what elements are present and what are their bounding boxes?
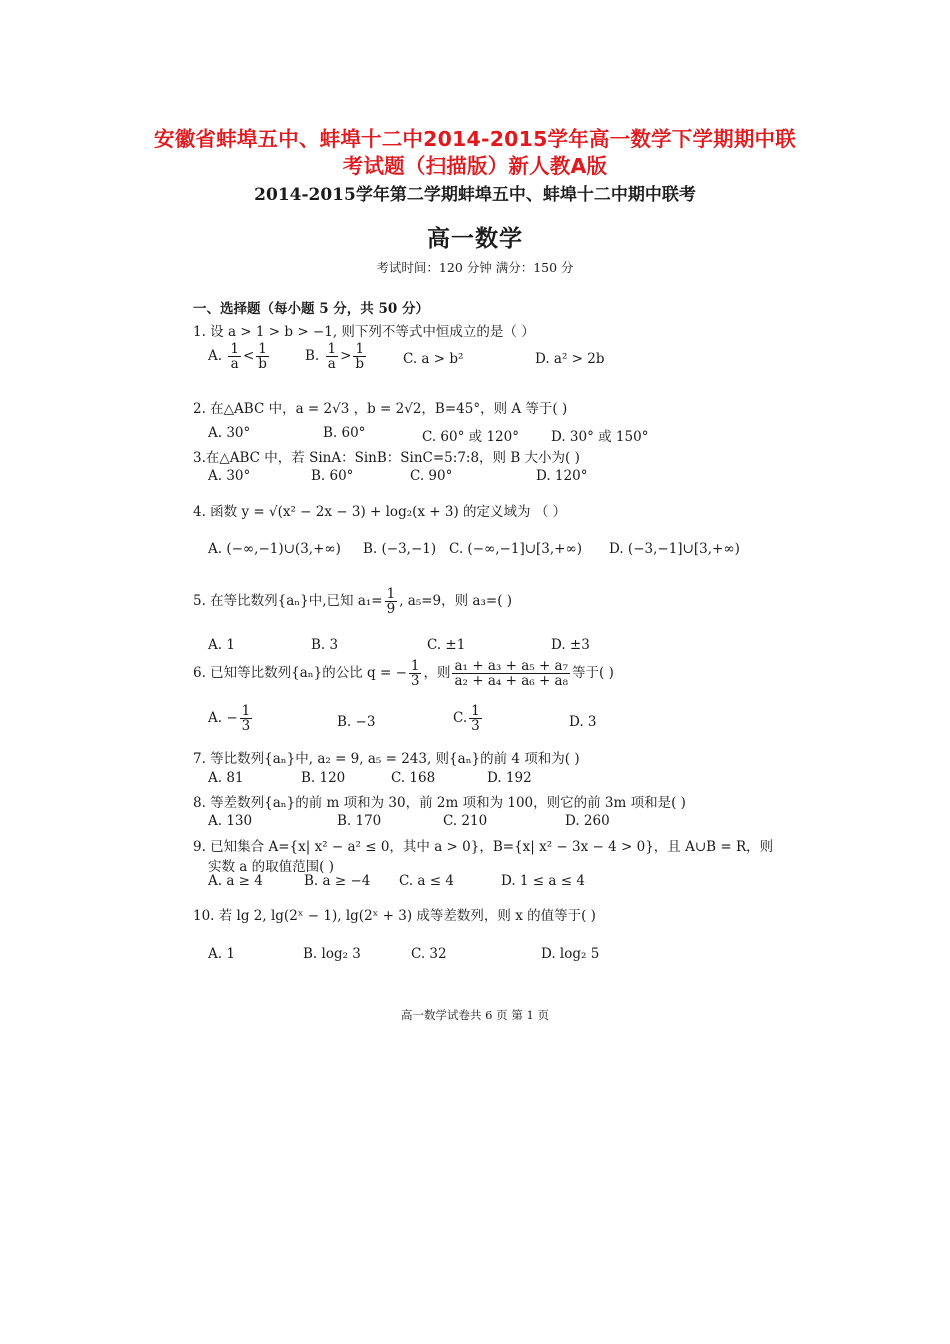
section-heading: 一、选择题（每小题 5 分，共 50 分） [193,301,429,317]
question-7-option-b: B. 120 [301,770,346,786]
question-2-option-b: B. 60° [323,425,366,441]
question-7-stem: 7. 等比数列{aₙ}中, a₂ = 9, a₅ = 243, 则{aₙ}的前 4 项和为( ) [193,751,580,767]
question-4-option-c: C. (−∞,−1]∪[3,+∞) [449,541,582,557]
question-8-option-b: B. 170 [337,813,382,829]
question-10-stem: 10. 若 lg 2, lg(2ˣ − 1), lg(2ˣ + 3) 成等差数列，则 x 的值等于( ) [193,908,596,924]
question-2-option-a: A. 30° [208,425,251,441]
question-5-stem: 5. 在等比数列{aₙ}中,已知 a₁= $\frac{1}{9}$ , a₅=9，则 a₃=( ) [193,586,513,618]
question-2-option-d: D. 30° 或 150° [551,429,649,445]
question-8-stem: 8. 等差数列{aₙ}的前 m 项和为 30，前 2m 项和为 100，则它的前 3m 项和是( ) [193,795,686,811]
document-title-line-2: 考试题（扫描版）新人教A版 [342,154,608,178]
question-5-option-d: D. ±3 [551,637,590,653]
question-1-option-d: D. a² > 2b [535,351,605,367]
question-1-stem: 1. 设 a > 1 > b > −1, 则下列不等式中恒成立的是（ ） [193,324,535,340]
question-6-option-c: C. $\frac{1}{3}$ [453,703,480,735]
question-5-option-b: B. 3 [311,637,339,653]
question-10-option-c: C. 32 [411,946,447,962]
question-6-option-a: A. − $\frac{1}{3}$ [208,703,251,735]
question-9-stem-continued: 实数 a 的取值范围( ) [208,859,334,875]
exam-info: 考试时间：120 分钟 满分：150 分 [376,260,574,275]
question-3-stem: 3.在△ABC 中，若 SinA：SinB：SinC=5:7:8，则 B 大小为( ) [193,450,580,466]
question-4-option-d: D. (−3,−1]∪[3,+∞) [609,541,740,557]
question-1-option-b: B. $\frac{1}{a}$ > $\frac{1}{b}$ [305,341,365,373]
question-10-option-d: D. log₂ 5 [541,946,600,962]
question-10-option-b: B. log₂ 3 [303,946,361,962]
subject-title: 高一数学 [427,225,523,252]
question-9-option-a: A. a ≥ 4 [208,873,263,889]
question-8-option-c: C. 210 [443,813,488,829]
question-10-option-a: A. 1 [208,946,235,962]
question-2-option-c: C. 60° 或 120° [422,429,519,445]
question-7-option-c: C. 168 [391,770,436,786]
question-5-option-a: A. 1 [208,637,235,653]
question-2-stem: 2. 在△ABC 中，a = 2√3 ，b = 2√2，B=45°，则 A 等于( ) [193,401,568,417]
question-4-option-b: B. (−3,−1) [363,541,437,557]
page-footer: 高一数学试卷共 6 页 第 1 页 [401,1008,549,1022]
question-7-option-d: D. 192 [487,770,532,786]
question-4-option-a: A. (−∞,−1)∪(3,+∞) [208,541,341,557]
exam-title: 2014-2015学年第二学期蚌埠五中、蚌埠十二中期中联考 [254,185,696,205]
question-3-option-c: C. 90° [410,468,453,484]
document-title-line-1: 安徽省蚌埠五中、蚌埠十二中2014-2015学年高一数学下学期期中联 [154,127,796,151]
question-8-option-a: A. 130 [208,813,253,829]
question-5-option-c: C. ±1 [427,637,466,653]
question-8-option-d: D. 260 [565,813,610,829]
question-9-stem: 9. 已知集合 A={x| x² − a² ≤ 0，其中 a > 0}，B={x| x² − 3x − 4 > 0}，且 A∪B = R，则 [193,839,774,855]
question-9-option-c: C. a ≤ 4 [399,873,454,889]
question-3-option-a: A. 30° [208,468,251,484]
question-6-option-b: B. −3 [337,714,376,730]
question-6-stem: 6. 已知等比数列{aₙ}的公比 q = − $\frac{1}{3}$ ，则 $\frac{\text{a₁ + a₃ + a₅ + a₇}}{\text{a₂ + a₄ + a₆ + a₈}}$ 等于( ) [193,658,614,690]
question-6-option-d: D. 3 [569,714,597,730]
question-1-option-a: A. $\frac{1}{a}$ < $\frac{1}{b}$ [208,341,267,373]
question-9-option-d: D. 1 ≤ a ≤ 4 [501,873,585,889]
question-1-option-c: C. a > b² [403,351,464,367]
question-9-option-b: B. a ≥ −4 [304,873,371,889]
question-3-option-d: D. 120° [536,468,588,484]
question-3-option-b: B. 60° [311,468,354,484]
question-7-option-a: A. 81 [208,770,244,786]
question-4-stem: 4. 函数 y = √(x² − 2x − 3) + log₂(x + 3) 的定义域为 （ ） [193,504,567,520]
